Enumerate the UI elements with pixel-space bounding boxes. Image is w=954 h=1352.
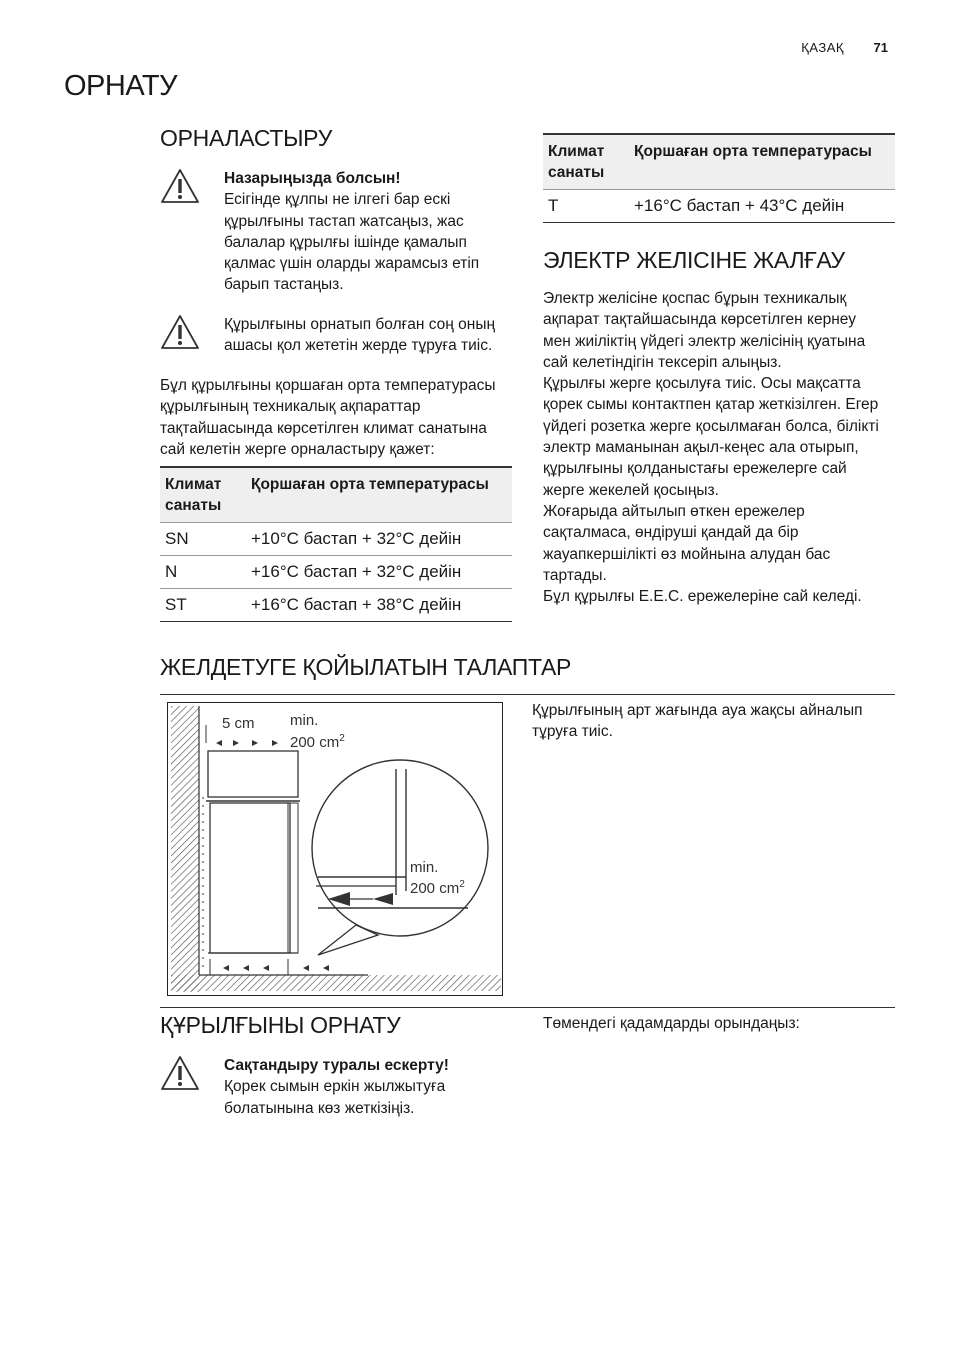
table-header-cell: Қоршаған орта температурасы (246, 467, 512, 523)
paragraph-line: тақтайшасында көрсетілген климат санатына (160, 419, 487, 437)
table-cell: +10°C бастап + 32°C дейін (246, 523, 512, 556)
paragraph-line: электр маманынан ақыл-кеңес ала отырып, (543, 439, 859, 457)
warning-block-1 (160, 168, 520, 296)
table-header-row (160, 467, 512, 523)
upper-cabinet (208, 751, 298, 797)
wall-hatch (171, 706, 199, 992)
zoom-area-label: 200 $cm^2$ (410, 879, 465, 897)
warning-triangle-icon (160, 1055, 200, 1091)
warning-2-line: ашасы қол жететін жерде тұруға тиіс. (224, 337, 493, 355)
gap-label: 5 cm (222, 715, 255, 732)
paragraph-line: Бұл құрылғы E.E.C. ережелеріне сай келеді. (543, 588, 862, 606)
paragraph-line: сай келетін жерге орналастыру қажет: (160, 440, 435, 458)
divider (160, 694, 895, 695)
zoom-min-label: min. (410, 859, 439, 876)
warning-block-3 (160, 1055, 520, 1119)
paragraph-line: сақталмаса, өндіруші қандай да бір (543, 524, 799, 542)
page-number: 71 (873, 40, 888, 55)
placement-heading: ОРНАЛАСТЫРУ (160, 125, 333, 151)
table-header-row (543, 134, 895, 190)
warning-1-line: құрылғыны тастап жатсаңыз, жас (224, 212, 464, 230)
table-cell: SN (160, 523, 246, 556)
table-cell: N (160, 556, 246, 589)
paragraph-line: қорек сымы контактпен қатар жеткізілген. Егер (543, 396, 879, 414)
ventilation-diagram (167, 702, 503, 996)
paragraph-line: тартады. (543, 566, 607, 584)
paragraph-line: Электр желісіне қоспас бұрын техникалық (543, 290, 847, 307)
warning-2-line: Құрылғыны орнатып болған соң оның (224, 316, 496, 333)
bottom-airflow-arrows (223, 965, 329, 971)
floor-hatch (171, 975, 501, 991)
paragraph-line: үйдегі розетка жерге қосылмаған болса, білікті (543, 417, 879, 435)
table-row (160, 523, 512, 556)
table-header-cell: Климат санаты (160, 467, 246, 523)
paragraph-line: Жоғарыда айтылып өткен ережелер (543, 502, 805, 520)
page-title: ОРНАТУ (64, 70, 178, 102)
warning-1-line: балалар құрылғы ішінде қамалып (224, 233, 467, 251)
paragraph-line: Құрылғының арт жағында ауа жақсы айналып (532, 702, 863, 719)
paragraph-line: жерге жекелей қосыңыз. (543, 481, 719, 499)
paragraph-line: Бұл құрылғыны қоршаған орта температурасы (160, 377, 496, 394)
paragraph-line: ақпарат тақтайшасында көрсетілген кернеу (543, 311, 856, 329)
warning-1-line: барып тастаңыз. (224, 276, 344, 294)
electrical-heading: ЭЛЕКТР ЖЕЛІСІНЕ ЖАЛҒАУ (543, 247, 845, 273)
warning-3-title: Сақтандыру туралы ескерту! (224, 1057, 449, 1074)
warning-1-line: Есігінде құлпы не ілгегі бар ескі (224, 191, 451, 209)
ventilation-heading: ЖЕЛДЕТУГЕ ҚОЙЫЛАТЫН ТАЛАПТАР (160, 654, 572, 680)
climate-table-right (543, 133, 895, 223)
warning-1-title: Назарыңызда болсын! (224, 170, 401, 187)
climate-table-left (160, 466, 512, 622)
header-language: ҚАЗАҚ (801, 40, 844, 55)
installation-heading: ҚҰРЫЛҒЫНЫ ОРНАТУ (160, 1012, 401, 1038)
paragraph-line: сай келетіндігін тексеріп алыңыз. (543, 353, 782, 371)
table-row (543, 190, 895, 223)
top-area-label: 200 $cm^2$ (290, 733, 345, 751)
electrical-paragraph (543, 288, 903, 607)
table-row (160, 589, 512, 622)
top-airflow-arrows (216, 740, 278, 746)
warning-3-line: Қорек сымын еркін жылжытуға (224, 1078, 446, 1096)
placement-paragraph (160, 375, 520, 460)
warning-triangle-icon (160, 168, 200, 204)
paragraph-line: тұруға тиіс. (532, 723, 613, 741)
ventilation-paragraph (532, 700, 892, 743)
table-header-cell: Климат санаты (543, 134, 629, 190)
warning-3-line: болатынына көз жеткізіңіз. (224, 1099, 415, 1117)
zoom-circle (312, 760, 488, 936)
table-cell: +16°C бастап + 43°C дейін (629, 190, 895, 223)
divider (160, 1007, 895, 1008)
table-cell: +16°C бастап + 32°C дейін (246, 556, 512, 589)
paragraph-line: Құрылғы жерге қосылуға тиіс. Осы мақсатта (543, 375, 861, 393)
appliance-body (210, 803, 290, 953)
warning-block-2 (160, 314, 530, 357)
table-cell: T (543, 190, 629, 223)
paragraph-line: жауапкершілікті өз мойнына алудан бас (543, 545, 831, 563)
warning-1-line: қалмас үшін оларды жарамсыз етіп (224, 255, 480, 273)
top-min-label: min. (290, 712, 319, 729)
table-row (160, 556, 512, 589)
paragraph-line: құрылғыны қолданыстағы ережелерге сай (543, 460, 847, 478)
paragraph-line: мен жиіліктің үйдегі электр желісінің қуатына (543, 332, 866, 350)
paragraph-line: құрылғының техникалық ақпараттар (160, 398, 421, 416)
steps-intro: Төмендегі қадамдарды орындаңыз: (543, 1015, 800, 1032)
table-header-cell: Қоршаған орта температурасы (629, 134, 895, 190)
warning-triangle-icon (160, 314, 200, 350)
table-cell: +16°C бастап + 38°C дейін (246, 589, 512, 622)
table-cell: ST (160, 589, 246, 622)
